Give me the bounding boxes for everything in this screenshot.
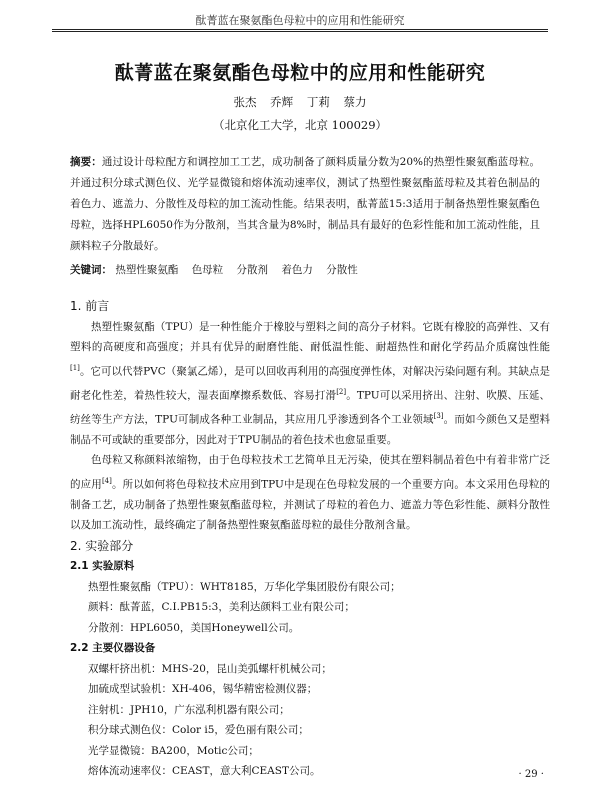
abstract-label: 摘要：: [70, 156, 102, 168]
citation[interactable]: [2]: [336, 387, 347, 396]
author: 蔡力: [343, 95, 367, 109]
text-run: 色母粒又称颜料浓缩物，由于色母粒技术工艺简单且无污染，使其在塑料制品着色中有着非常广泛的应用: [70, 454, 550, 490]
keyword: 着色力: [281, 264, 313, 276]
section-1-paragraph-2: [70, 450, 550, 536]
material-item: 热塑性聚氨酯（TPU）：WHT8185，万华化学集团股份有限公司；: [88, 580, 401, 593]
page-number: · 29 ·: [518, 769, 544, 780]
header-rule-thin: [52, 31, 548, 32]
keyword: 分散剂: [236, 264, 269, 276]
instrument-item: 熔体流动速率仪：CEAST，意大利CEAST公司。: [88, 765, 321, 777]
text-run: 热塑性聚氨酯（TPU）是一种性能介于橡胶与塑料之间的高分子材料。它既有橡胶的高弹性、又有塑料的高硬度和高强度；并具有优异的耐磨性能、耐低温性能、耐超热性和耐化学药品介质腐蚀性能: [70, 320, 550, 353]
text-run: 。而如今颜色又是塑料制品不可或缺的重要部分，因此对于TPU制品的着色技术也愈显重要。: [70, 413, 551, 446]
keywords: [70, 262, 540, 277]
keywords-label: 关键词：: [70, 264, 112, 276]
citation[interactable]: [4]: [101, 476, 112, 485]
instrument-item: 光学显微镜：BA200，Motic公司；: [88, 744, 259, 757]
header-rule: [52, 29, 548, 30]
text-run: 。它可以代替PVC（聚氯乙烯），是可以回收再利用的高强度弹性体，对解决污染问题有利。其缺点是耐老化性差，着热性较大，湿表面摩擦系数低、容易打滑: [70, 365, 550, 401]
section-2-heading: 2. 实验部分: [70, 538, 134, 553]
material-item: 颜料：酞菁蓝，C.I.PB15:3，美利达颜料工业有限公司；: [88, 601, 355, 613]
author-list: [0, 94, 600, 110]
author: 丁莉: [306, 95, 330, 109]
text-run: 。所以如何将色母粒技术应用到TPU中是现在色母粒发展的一个重要方向。本文采用色母粒的制备工艺，成功制备了热塑性聚氨酯蓝母粒，并测试了母粒的着色力、遮盖力等色彩性能、颜料分散性以及加工流动性，最终确定了制备热塑性聚氨酯蓝母粒的最佳分散剂含量。: [70, 478, 551, 531]
material-item: 分散剂：HPL6050，美国Honeywell公司。: [88, 621, 300, 634]
section-1-heading: 1. 前言: [70, 299, 110, 313]
keyword: 分散性: [326, 264, 358, 276]
section-2-1-heading: 2.1 实验原料: [70, 560, 135, 572]
text-run: 。TPU可以采用挤出、注射、吹膜、压延、纺丝等生产方法，TPU可制成各种工业制品，其应用几乎渗透到各个工业领域: [70, 389, 550, 425]
section-2-2-heading: 2.2 主要仪器设备: [70, 642, 156, 654]
instrument-item: 注射机：JPH10，广东泓利机器有限公司；: [88, 703, 290, 716]
citation[interactable]: [3]: [433, 411, 444, 420]
running-header: 酞菁蓝在聚氨酯色母粒中的应用和性能研究: [195, 14, 405, 27]
instrument-item: 加硫成型试验机：XH-406，锡华精密检测仪器；: [88, 683, 318, 695]
keyword: 色母粒: [191, 264, 224, 276]
author: 张杰: [233, 95, 257, 109]
author: 乔辉: [270, 95, 294, 109]
section-1-paragraph-1: [70, 317, 550, 451]
instrument-item: 积分球式测色仪：Color i5，爱色丽有限公司；: [88, 724, 309, 736]
instrument-item: 双螺杆挤出机：MHS-20，昆山美弧螺杆机械公司；: [88, 662, 332, 675]
citation[interactable]: [1]: [70, 363, 80, 372]
paper-title: 酞菁蓝在聚氨酯色母粒中的应用和性能研究: [114, 62, 486, 84]
abstract: [70, 152, 540, 257]
abstract-text: 通过设计母粒配方和调控加工工艺，成功制备了颜料质量分数为20%的热塑性聚氨酯蓝母粒。并通过积分球式测色仪、光学显微镜和熔体流动速率仪，测试了热塑性聚氨酯蓝母粒及其着色制品的着色力、遮盖力、分散性及母粒的加工流动性能。结果表明，酞菁蓝15:3适用于制备热塑性聚氨酯色母粒，选择HPL6050作为分散剂，当其含量为8%时，制品具有最好的色彩性能和加工流动性能，且颜料粒子分散最好。: [70, 156, 540, 252]
body-text: [70, 296, 550, 782]
keyword: 热塑性聚氨酯: [115, 264, 179, 276]
affiliation: （北京化工大学，北京 100029）: [212, 118, 388, 132]
